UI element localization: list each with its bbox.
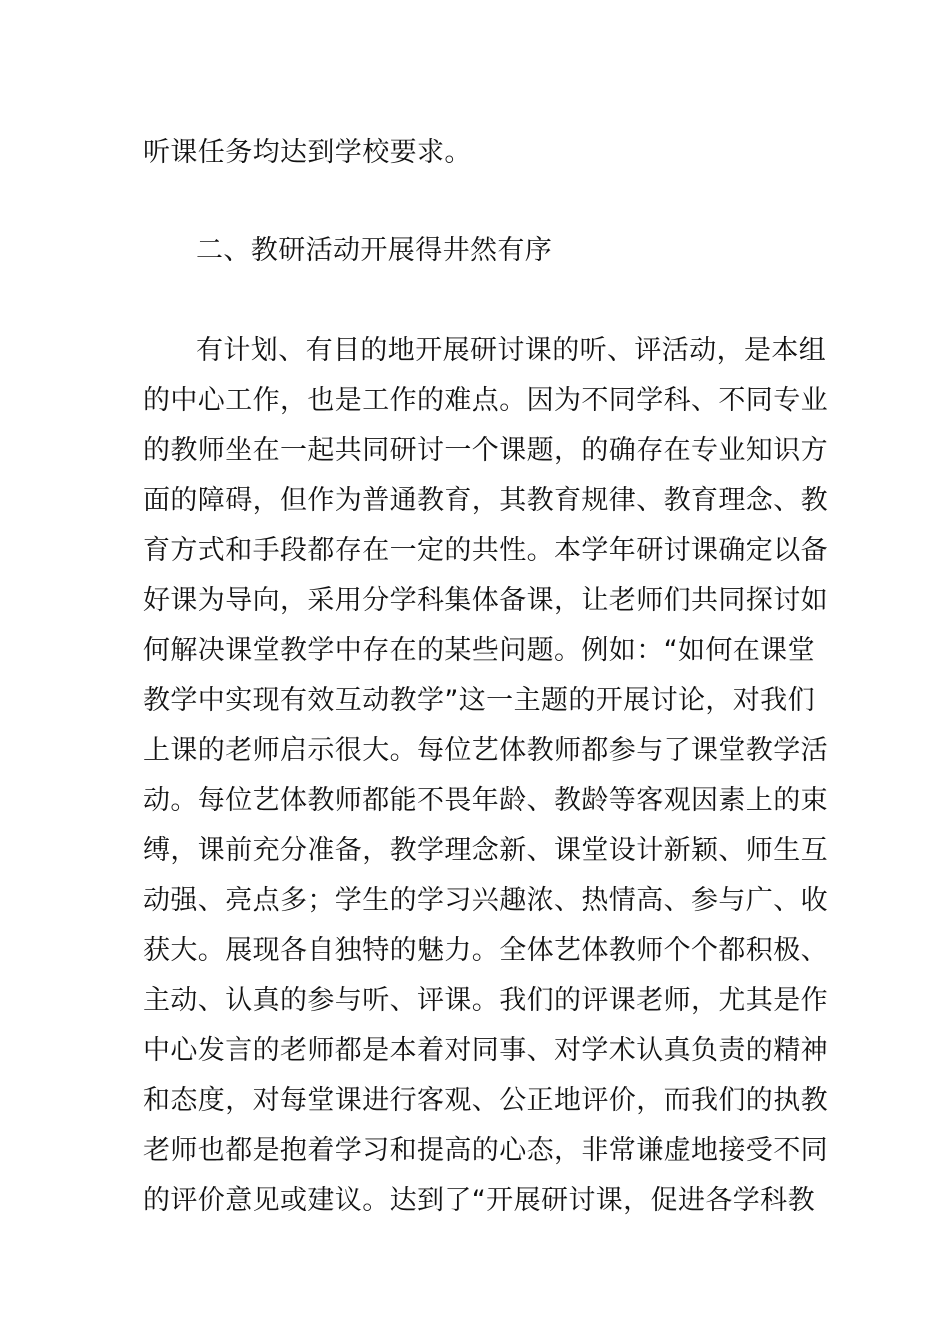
paragraph-line: 的教师坐在一起共同研讨一个课题，的确存在专业知识方 [143, 435, 828, 466]
paragraph-line: 有计划、有目的地开展研讨课的听、评活动，是本组 [196, 335, 827, 366]
paragraph-line: 育方式和手段都存在一定的共性。本学年研讨课确定以备 [143, 535, 828, 566]
paragraph-line: 和态度，对每堂课进行客观、公正地评价，而我们的执教 [143, 1085, 828, 1116]
paragraph-line: 面的障碍，但作为普通教育，其教育规律、教育理念、教 [143, 485, 828, 516]
paragraph-line: 中心发言的老师都是本着对同事、对学术认真负责的精神 [143, 1035, 828, 1066]
paragraph-line: 的评价意见或建议。达到了“开展研讨课，促进各学科教 [143, 1185, 815, 1216]
paragraph-line: 获大。展现各自独特的魅力。全体艺体教师个个都积极、 [143, 935, 828, 966]
paragraph-line: 动。每位艺体教师都能不畏年龄、教龄等客观因素上的束 [143, 785, 828, 816]
paragraph-line: 老师也都是抱着学习和提高的心态，非常谦虚地接受不同 [143, 1135, 828, 1166]
paragraph-line: 教学中实现有效互动教学”这一主题的开展讨论，对我们 [143, 685, 815, 716]
section-heading: 二、教研活动开展得井然有序 [196, 235, 553, 266]
paragraph-line: 动强、亮点多；学生的学习兴趣浓、热情高、参与广、收 [143, 885, 828, 916]
paragraph-line: 好课为导向，采用分学科集体备课，让老师们共同探讨如 [143, 585, 828, 616]
paragraph-line: 何解决课堂教学中存在的某些问题。例如：“如何在课堂 [143, 635, 815, 666]
paragraph-line: 主动、认真的参与听、评课。我们的评课老师，尤其是作 [143, 985, 828, 1016]
paragraph-line: 缚，课前充分准备，教学理念新、课堂设计新颖、师生互 [143, 835, 828, 866]
paragraph-line: 上课的老师启示很大。每位艺体教师都参与了课堂教学活 [143, 735, 828, 766]
paragraph-line: 听课任务均达到学校要求。 [143, 137, 472, 168]
paragraph-line: 的中心工作，也是工作的难点。因为不同学科、不同专业 [143, 385, 828, 416]
